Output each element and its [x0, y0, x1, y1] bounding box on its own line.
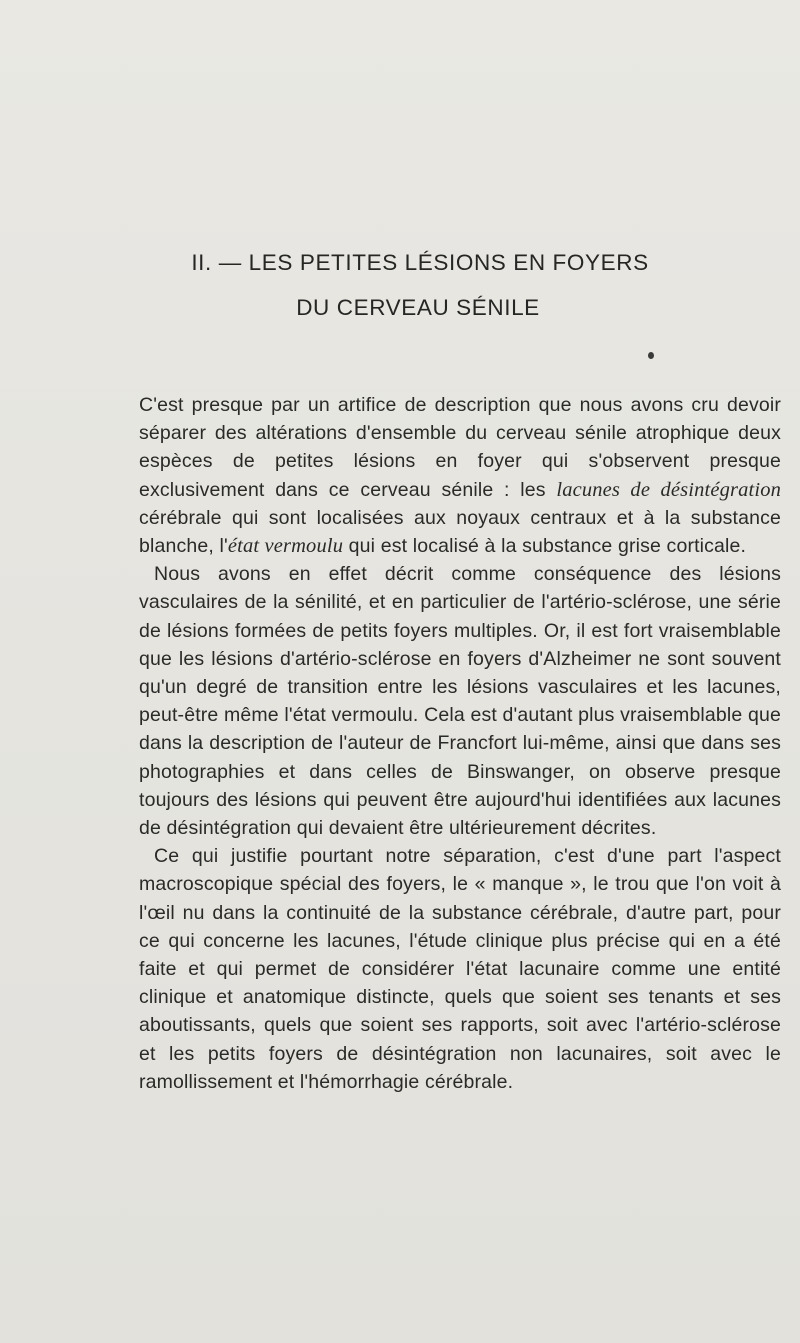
italic-term-etat-vermoulu: état vermoulu [227, 535, 344, 558]
paragraph-1 [139, 391, 781, 560]
paragraph-3: Ce qui justifie pourtant notre séparation, c'est d'une part l'aspect macroscopique spécial des foyers, le « manque », le trou que l'on voit à l'œil nu dans la continuité de la substance cérébrale, d'autre part, pour ce qui concerne les lacunes, l'étude clinique plus précise qui en a été faite et qui permet de considérer l'état lacunaire comme une entité clinique et anatomique distincte, quels que soient ses tenants et ses aboutissants, quels que soient ses rapports, soit avec l'artério-sclérose et les petits foyers de désintégration non lacunaires, soit avec le ramollissement et l'hémorrhagie cérébrale. [139, 845, 781, 1093]
paragraph-1-text-c: qui est localisé à la substance grise corticale. [343, 535, 747, 558]
paragraph-1-text-b: cérébrale qui sont localisées aux noyaux centraux et à la substance blanche, l' [139, 506, 781, 558]
chapter-body [139, 391, 781, 1096]
chapter-title-line-2: DU CERVEAU SÉNILE [296, 295, 540, 320]
paragraph-1-text-a: C'est presque par un artifice de description que nous avons cru devoir séparer des altérations d'ensemble du cerveau sénile atrophique deux espèces de petites lésions en foyer qui s'observent presque exclusivement dans ce cerveau sénile : les [139, 394, 781, 501]
chapter-title-line-1: II. — LES PETITES LÉSIONS EN FOYERS [191, 250, 649, 275]
print-speck [648, 352, 654, 359]
italic-term-lacunes: lacunes de désintégration [556, 478, 781, 501]
paragraph-2: Nous avons en effet décrit comme conséquence des lésions vasculaires de la sénilité, et en particulier de l'artério-sclérose, une série de lésions formées de petits foyers multiples. Or, il est fort vraisemblable que les lésions d'artério-sclérose en foyers d'Alzheimer ne sont souvent qu'un degré de transition entre les lésions vasculaires et les lacunes, peut-être même l'état vermoulu. Cela est d'autant plus vraisemblable que dans la description de l'auteur de Francfort lui-même, ainsi que dans ses photographies et dans celles de Binswanger, on observe presque toujours des lésions qui peuvent être aujourd'hui identifiées aux lacunes de désintégration qui devaient être ultérieurement décrites. [139, 563, 781, 840]
